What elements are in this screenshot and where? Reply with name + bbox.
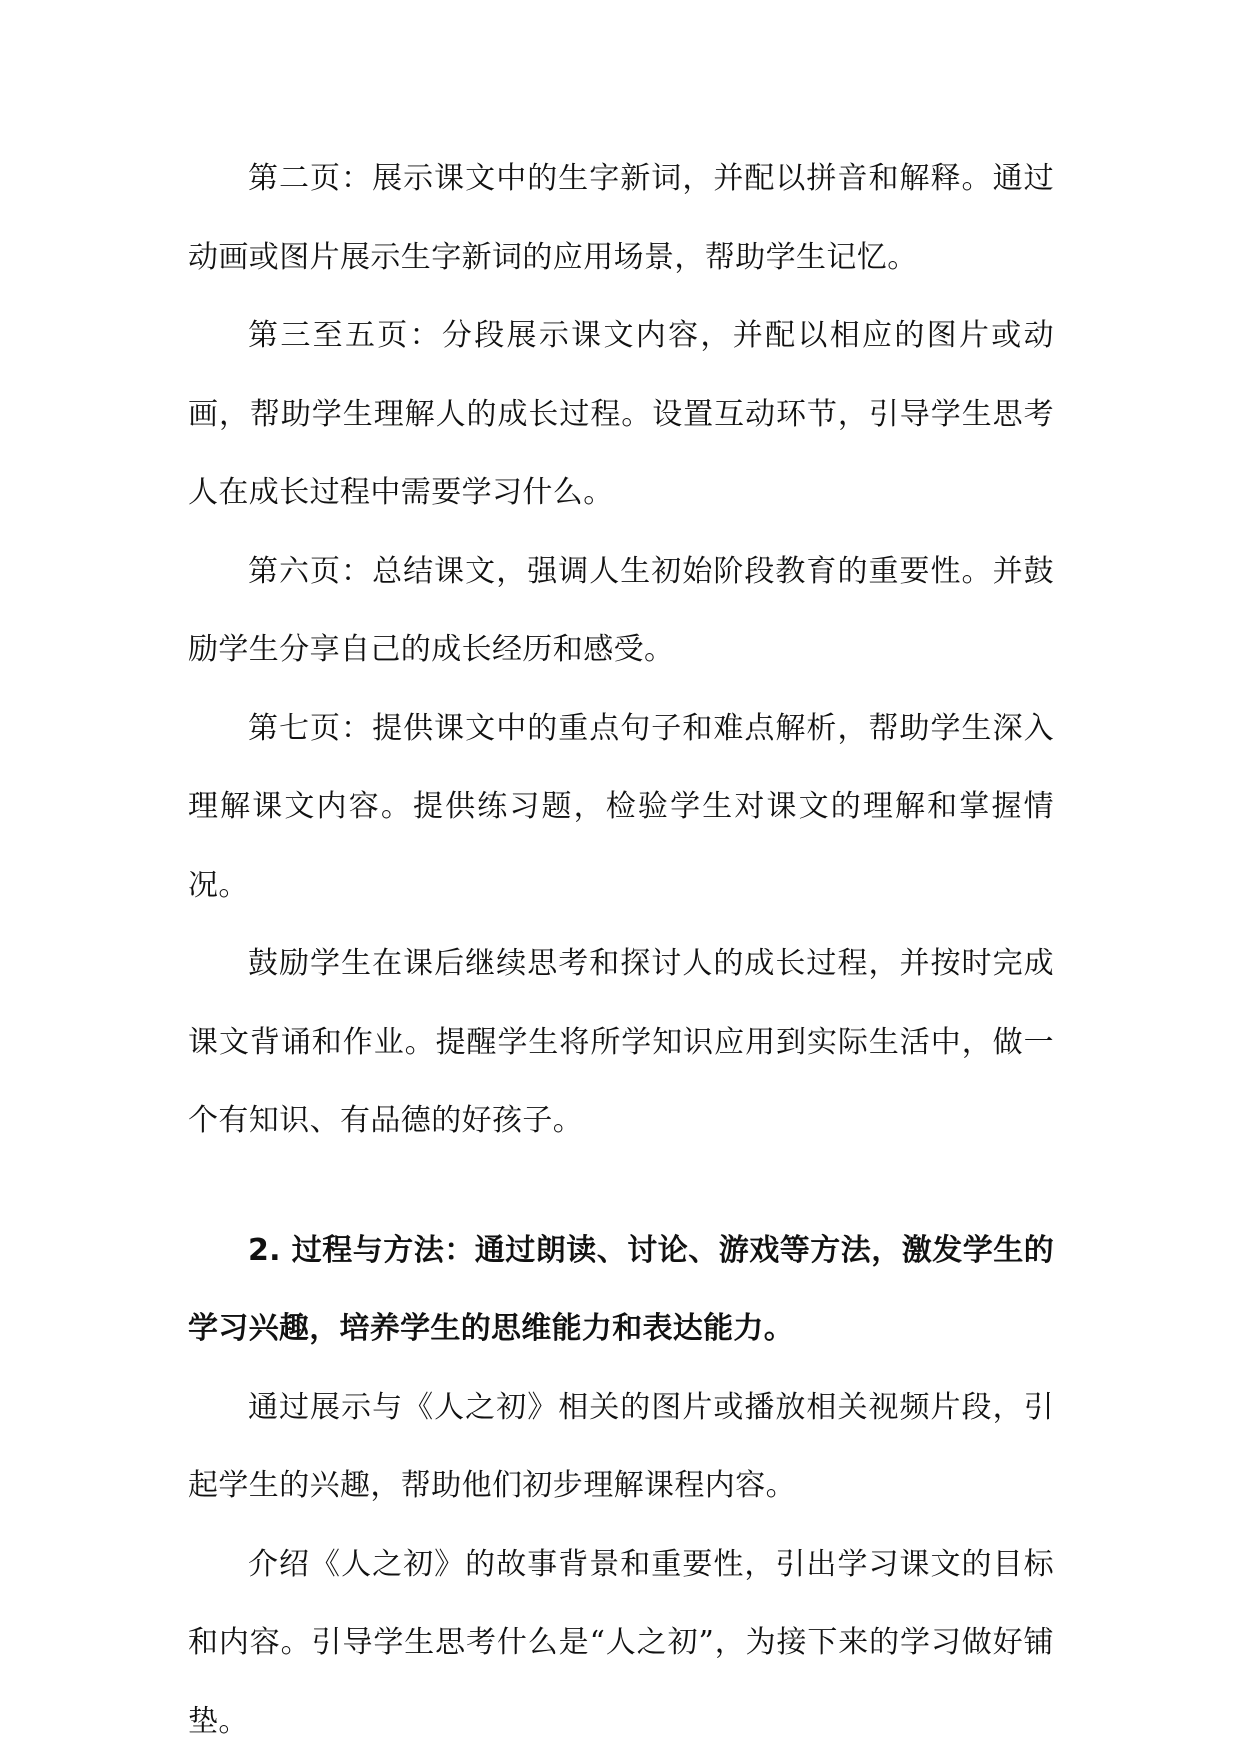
paragraph-story-background: 介绍《人之初》的故事背景和重要性，引出学习课文的目标和内容。引导学生思考什么是“人之初”，为接下来的学习做好铺垫。 bbox=[188, 1526, 1054, 1761]
paragraph-page-seven: 第七页：提供课文中的重点句子和难点解析，帮助学生深入理解课文内容。提供练习题，检验学生对课文的理解和掌握情况。 bbox=[188, 690, 1054, 926]
section-heading: 2. 过程与方法：通过朗读、讨论、游戏等方法，激发学生的学习兴趣，培养学生的思维能力和表达能力。 bbox=[188, 1212, 1054, 1369]
paragraph-page-two: 第二页：展示课文中的生字新词，并配以拼音和解释。通过动画或图片展示生字新词的应用场景，帮助学生记忆。 bbox=[188, 140, 1054, 297]
paragraph-pages-three-to-five: 第三至五页：分段展示课文内容，并配以相应的图片或动画，帮助学生理解人的成长过程。设置互动环节，引导学生思考人在成长过程中需要学习什么。 bbox=[188, 297, 1054, 533]
document-body bbox=[188, 140, 1054, 1761]
paragraph-encouragement: 鼓励学生在课后继续思考和探讨人的成长过程，并按时完成课文背诵和作业。提醒学生将所学知识应用到实际生活中，做一个有知识、有品德的好孩子。 bbox=[188, 925, 1054, 1161]
paragraph-introduction-media: 通过展示与《人之初》相关的图片或播放相关视频片段，引起学生的兴趣，帮助他们初步理解课程内容。 bbox=[188, 1369, 1054, 1526]
paragraph-page-six: 第六页：总结课文，强调人生初始阶段教育的重要性。并鼓励学生分享自己的成长经历和感受。 bbox=[188, 533, 1054, 690]
